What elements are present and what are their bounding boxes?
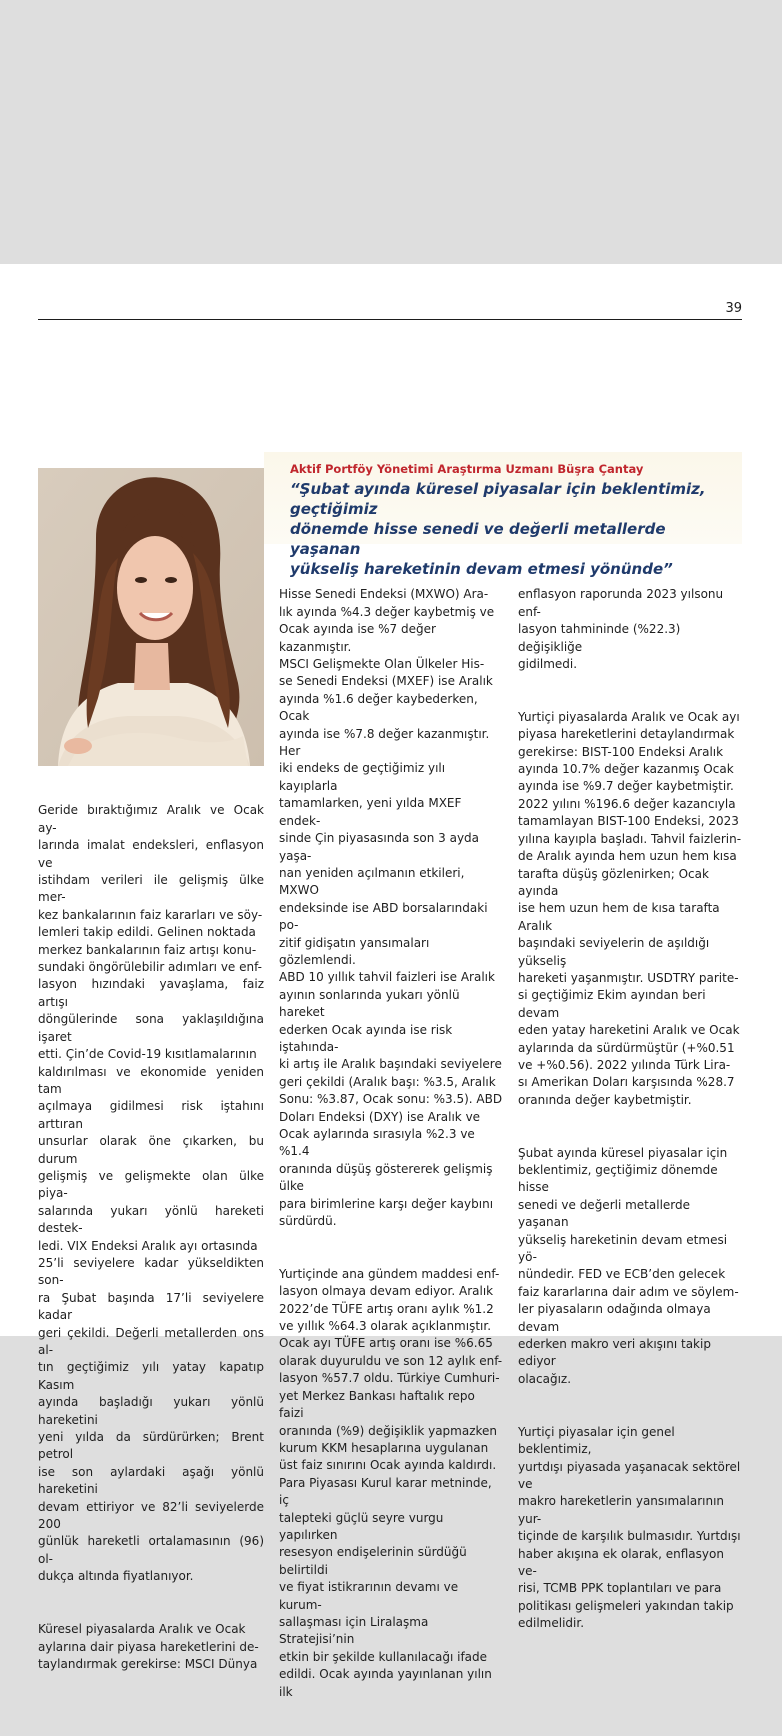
text-column-3 xyxy=(518,569,742,1668)
paragraph: Yurtiçi piyasalarda Aralık ve Ocak ayı piyasa hareketlerini detaylandırmak gerekirse: BIST-100 Endeksi Aralık ayında 10.7% değer kazanmış Ocak ayında ise %9.7 değer kaybetmiştir. 2022 yılını %196.6 değer kazancıyla tamamlayan BIST-100 Endeksi, 2023 yılına kayıpla başladı. Tahvil faizlerin- de Aralık ayında hem uzun hem kısa tarafta düşüş gözlenirken; Ocak ayında ise hem uzun hem de kısa tarafta Aralık başındaki seviyelerin de aşıldığı yükseliş hareketi yaşanmıştır. USDTRY parite- si geçtiğimiz Ekim ayından beri devam eden yatay hareketini Aralık ve Ocak aylarında da sürdürmüştür (+%0.51 ve +%0.56). 2022 yılında Türk Lira- sı Amerikan Doları karşısında %28.7 oranında değer kaybetmiştir. xyxy=(518,709,742,1107)
headline-box xyxy=(264,452,742,578)
paragraph: Şubat ayında küresel piyasalar için beklentimiz, geçtiğimiz dönemde hisse senedi ve değerli metallerde yaşanan yükseliş hareketinin devam etmesi yö- nündedir. FED ve ECB’den gelecek faiz kararlarına dair adım ve söylem- ler piyasaların odağında olmaya devam ederken makro veri akışını takip ediyor olacağız. xyxy=(518,1145,739,1386)
paragraph: Yurtiçi piyasalar için genel beklentimiz, yurtdışı piyasada yaşanacak sektörel ve makro hareketlerin yansımalarının yur- tiçinde de karşılık bulmasıdır. Yurtdışı haber akışına ek olarak, enflasyon ve- risi, TCMB PPK toplantıları ve para politikası gelişmeleri yakından takip edilmelidir. xyxy=(518,1424,741,1631)
paragraph: Yurtiçinde ana gündem maddesi enf- lasyon olmaya devam ediyor. Aralık 2022’de TÜFE artış oranı aylık %1.2 ve yıllık %64.3 olarak açıklanmıştır. Ocak ayı TÜFE artış oranı ise %6.65 olarak duyuruldu ve son 12 aylık enf- lasyon %57.7 oldu. Türkiye Cumhuri- yet Merkez Bankası haftalık repo faizi oranında (%9) değişiklik yapmazken kurum KKM hesaplarına uygulanan üst faiz sınırını Ocak ayında kaldırdı. Para Piyasası Kurul karar metninde, iç talepteki güçlü seyre vurgu yapılırken resesyon endişelerinin sürdüğü belirtildi ve fiyat istikrarının devamı ve kurum- sallaşması için Liralaşma Stratejisi’nin etkin bir şekilde kullanılacağı ifade edildi. Ocak ayında yayınlanan yılın ilk xyxy=(279,1266,503,1699)
pull-quote: “Şubat ayında küresel piyasalar için beklentimiz, geçtiğimiz dönemde hisse senedi ve değerli metallerde yaşanan yükseliş hareketinin devam etmesi yönünde” xyxy=(290,480,706,578)
header-rule xyxy=(38,319,742,320)
paragraph: Hisse Senedi Endeksi (MXWO) Ara- lık ayında %4.3 değer kaybetmiş ve Ocak ayında ise %7 değer kazanmıştır. MSCI Gelişmekte Olan Ülkeler His- se Senedi Endeksi (MXEF) ise Aralık ayında %1.6 değer kaybederken, Ocak ayında ise %7.8 değer kazanmıştır. Her iki endeks de geçtiğimiz yılı kayıplarla tamamlarken, yeni yılda MXEF endek- sinde Çin piyasasında son 3 ayda yaşa- nan yeniden açılmanın etkileri, MXWO endeksinde ise ABD borsalarındaki po- zitif gidişatın yansımaları gözlemlendi. ABD 10 yıllık tahvil faizleri ise Aralık ayının sonlarında yukarı yönlü hareket ederken Ocak ayında ise risk iştahında- ki artış ile Aralık başındaki seviyelere geri çekildi (Aralık başı: %3.5, Aralık Sonu: %3.87, Ocak sonu: %3.5). ABD Doları Endeksi (DXY) ise Aralık ve Ocak aylarında sırasıyla %2.3 ve %1.4 oranında düşüş göstererek gelişmiş ülke para birimlerine karşı değer kaybını sürdürdü. xyxy=(279,587,503,1229)
author-photo xyxy=(38,468,264,766)
text-column-2 xyxy=(279,569,503,1736)
author-byline: Aktif Portföy Yönetimi Araştırma Uzmanı Büşra Çantay xyxy=(290,462,644,476)
magazine-page xyxy=(0,264,782,1699)
paragraph: Geride bıraktığımız Aralık ve Ocak ay- larında imalat endeksleri, enflasyon ve istihdam verileri ile gelişmiş ülke mer- kez bankalarının faiz kararları ve söy- lemleri takip edildi. Gelinen noktada merkez bankalarının faiz artışı konu- sundaki öngörülebilir adımları ve enf- lasyon hızındaki yavaşlama, faiz artışı döngülerinde sona yaklaşıldığına işaret etti. Çin’de Covid-19 kısıtlamalarının kaldırılması ve ekonomide yeniden tam açılmaya gidilmesi risk iştahını arttıran unsurlar olarak öne çıkarken, bu durum gelişmiş ve gelişmekte olan ülke piya- salarında yukarı yönlü hareketi destek- ledi. VIX Endeksi Aralık ayı ortasında 25’li seviyelere kadar yükseldikten son- ra Şubat başında 17’li seviyelere kadar geri çekildi. Değerli metallerden ons al- tın geçtiğimiz yılı yatay kapatıp Kasım ayında başladığı yukarı yönlü hareketini yeni yılda da sürdürürken; Brent petrol ise son aylardaki aşağı yönlü hareketini devam ettiriyor ve 82’li seviyelerde 200 günlük hareketli ortalamasının (96) ol- dukça altında fiyatlanıyor. xyxy=(38,803,264,1584)
paragraph: Küresel piyasalarda Aralık ve Ocak aylarına dair piyasa hareketlerini de- taylandırmak gerekirse: MSCI Dünya xyxy=(38,1622,259,1671)
page-number: 39 xyxy=(725,301,742,316)
author-portrait-illustration xyxy=(38,468,264,766)
paragraph: enflasyon raporunda 2023 yılsonu enf- lasyon tahmininde (%22.3) değişikliğe gidilmedi. xyxy=(518,587,724,672)
text-column-1 xyxy=(38,785,264,1709)
